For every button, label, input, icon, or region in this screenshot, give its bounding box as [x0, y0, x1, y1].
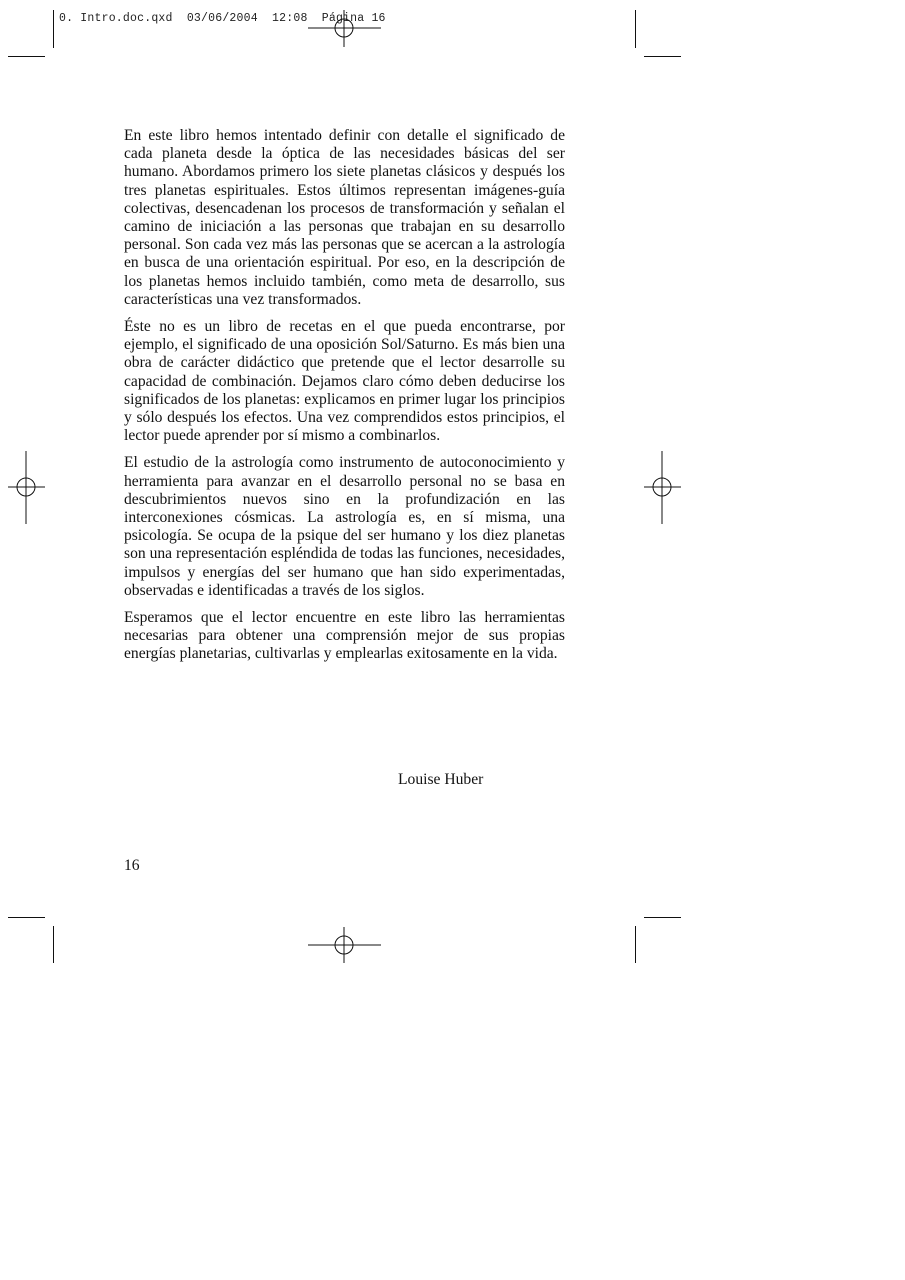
paragraph-1: En este libro hemos intentado definir con detalle el significado de cada planeta desde la óptica de las necesidades básicas del ser humano. Abordamos primero los siete planetas clásicos y después los tres planetas espirituales. Estos últimos representan imágenes-guía colectivas, desencadenan los procesos de transformación y señalan el camino de iniciación a las personas que trabajan en su desarrollo personal. Son cada vez más las personas que se acercan a la astrología en busca de una orientación espiritual. Por eso, en la descripción de los planetas hemos incluido también, como meta de desarrollo, sus características una vez transformados. [124, 127, 565, 308]
registration-mark-bottom [308, 927, 381, 963]
paragraph-3: El estudio de la astrología como instrumento de autoconocimiento y herramienta para avanzar en el desarrollo personal no se basa en descubrimientos nuevos sino en la profundización en las interconexiones cósmicas. La astrología es, en sí misma, una psicología. Se ocupa de la psique del ser humano y los diez planetas son una representación espléndida de todas las funciones, necesidades, impulsos y energías del ser humano que han sido experimentadas, observadas e identificadas a través de los siglos. [124, 454, 565, 599]
registration-mark-left [8, 451, 45, 524]
body-text [124, 127, 565, 673]
author-signature: Louise Huber [398, 771, 484, 788]
paragraph-2: Éste no es un libro de recetas en el que pueda encontrarse, por ejemplo, el significado de una oposición Sol/Saturno. Es más bien una obra de carácter didáctico que pretende que el lector desarrolle su capacidad de combinación. Dejamos claro cómo deben deducirse los significados de los planetas: explicamos en primer lugar los principios y sólo después los efectos. Una vez comprendidos estos principios, el lector puede aprender por sí mismo a combinarlos. [124, 318, 565, 445]
print-slug-line: 0. Intro.doc.qxd 03/06/2004 12:08 Página 16 [59, 12, 386, 25]
registration-mark-top [308, 10, 381, 47]
paragraph-4: Esperamos que el lector encuentre en este libro las herramientas necesarias para obtener una comprensión mejor de sus propias energías planetarias, cultivarlas y emplearlas exitosamente en la vida. [124, 609, 565, 663]
page-number: 16 [124, 857, 140, 874]
registration-mark-right [644, 451, 681, 524]
